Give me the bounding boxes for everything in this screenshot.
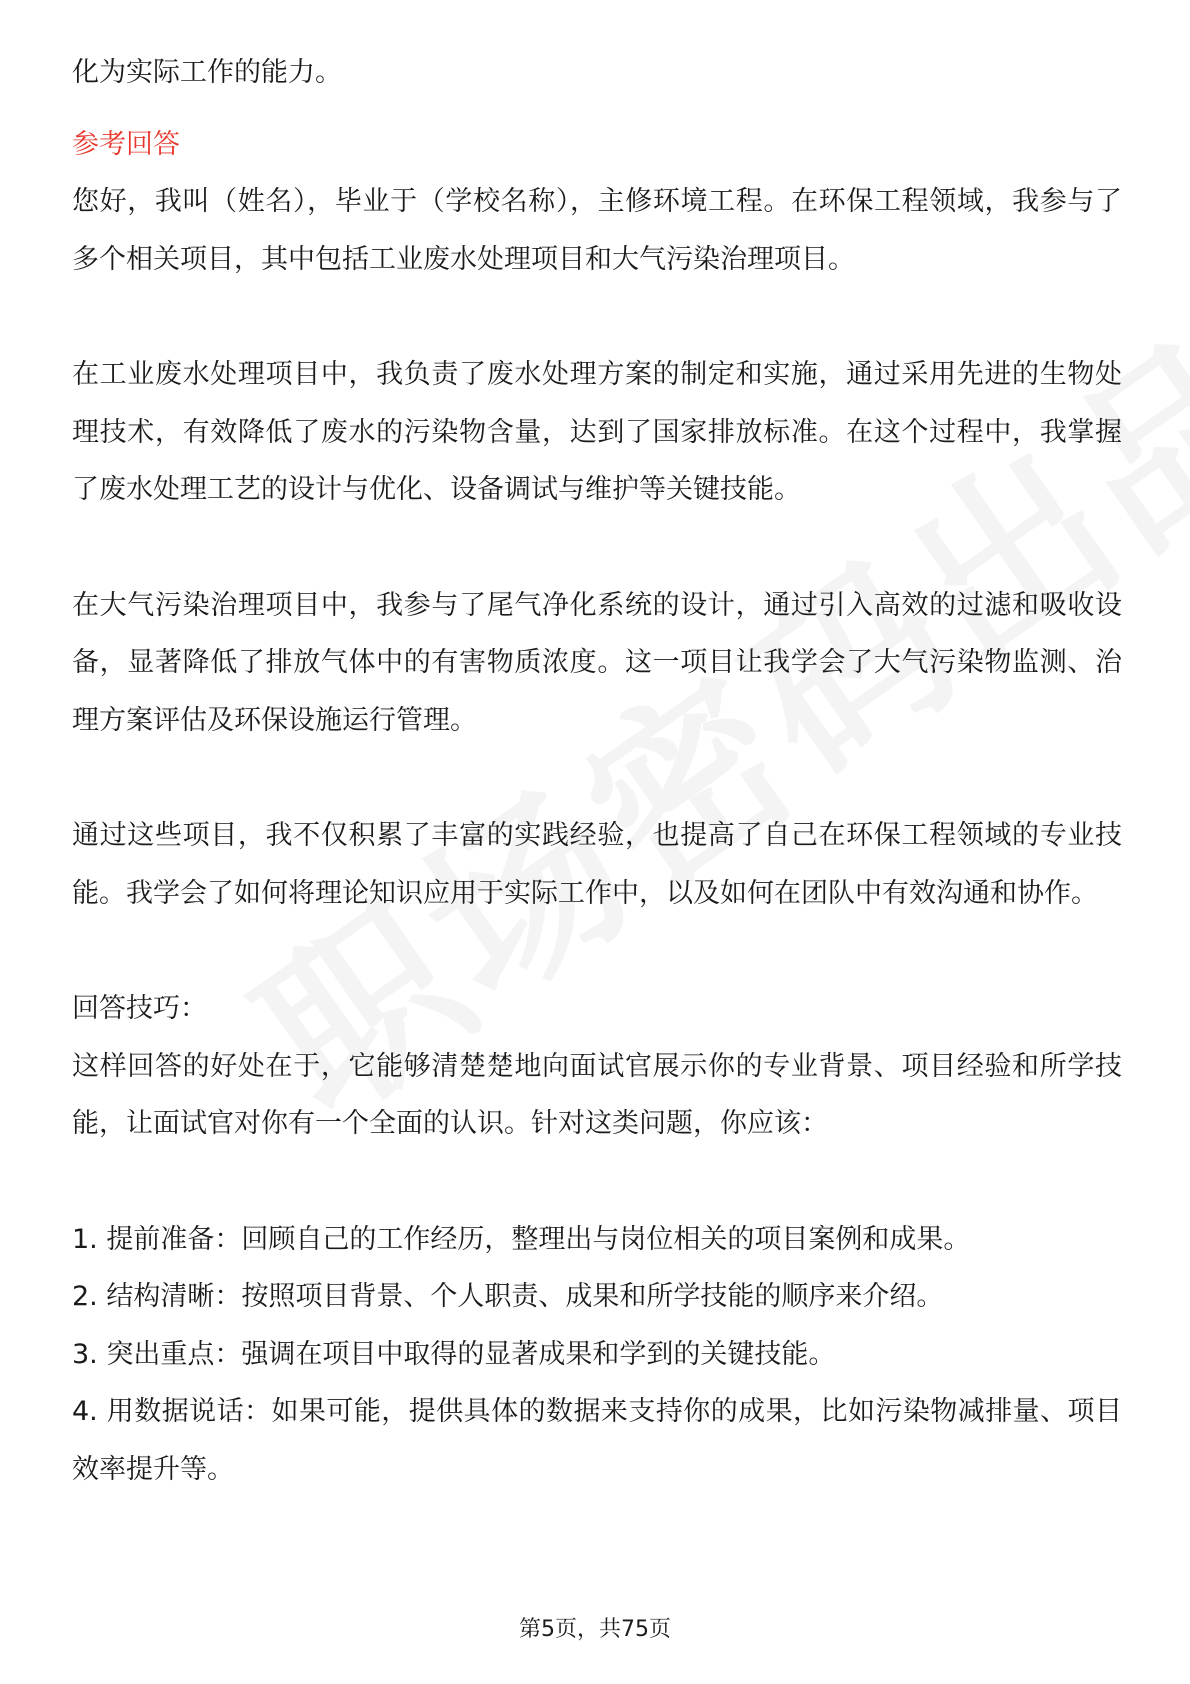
tip-item-2: 2. 结构清晰：按照项目背景、个人职责、成果和所学技能的顺序来介绍。 [72,1281,944,1312]
page-content [72,44,1122,1498]
answer-paragraph-4: 通过这些项目，我不仅积累了丰富的实践经验，也提高了自己在环保工程领域的专业技能。我学会了如何将理论知识应用于实际工作中，以及如何在团队中有效沟通和协作。 [72,820,1122,909]
answer-paragraph-3: 在大气污染治理项目中，我参与了尾气净化系统的设计，通过引入高效的过滤和吸收设备，显著降低了排放气体中的有害物质浓度。这一项目让我学会了大气污染物监测、治理方案评估及环保设施运行管理。 [72,589,1122,736]
answer-paragraph-1: 您好，我叫（姓名），毕业于（学校名称），主修环境工程。在环保工程领域，我参与了多个相关项目，其中包括工业废水处理项目和大气污染治理项目。 [72,186,1122,275]
answer-paragraph-2: 在工业废水处理项目中，我负责了废水处理方案的制定和实施，通过采用先进的生物处理技术，有效降低了废水的污染物含量，达到了国家排放标准。在这个过程中，我掌握了废水处理工艺的设计与优化、设备调试与维护等关键技能。 [72,359,1122,505]
page-number: 第5页，共75页 [519,1617,671,1642]
tip-item-1: 1. 提前准备：回顾自己的工作经历，整理出与岗位相关的项目案例和成果。 [72,1223,971,1255]
tips-label: 回答技巧： [72,993,207,1024]
tip-item-3: 3. 突出重点：强调在项目中取得的显著成果和学到的关键技能。 [72,1338,836,1370]
tip-item-4: 4. 用数据说话：如果可能，提供具体的数据来支持你的成果，比如污染物减排量、项目效率提升等。 [72,1396,1122,1485]
tips-intro: 这样回答的好处在于，它能够清楚楚地向面试官展示你的专业背景、项目经验和所学技能，让面试官对你有一个全面的认识。针对这类问题，你应该： [72,1050,1122,1139]
intro-tail-text: 化为实际工作的能力。 [72,57,342,88]
section-heading: 参考回答 [72,128,180,160]
